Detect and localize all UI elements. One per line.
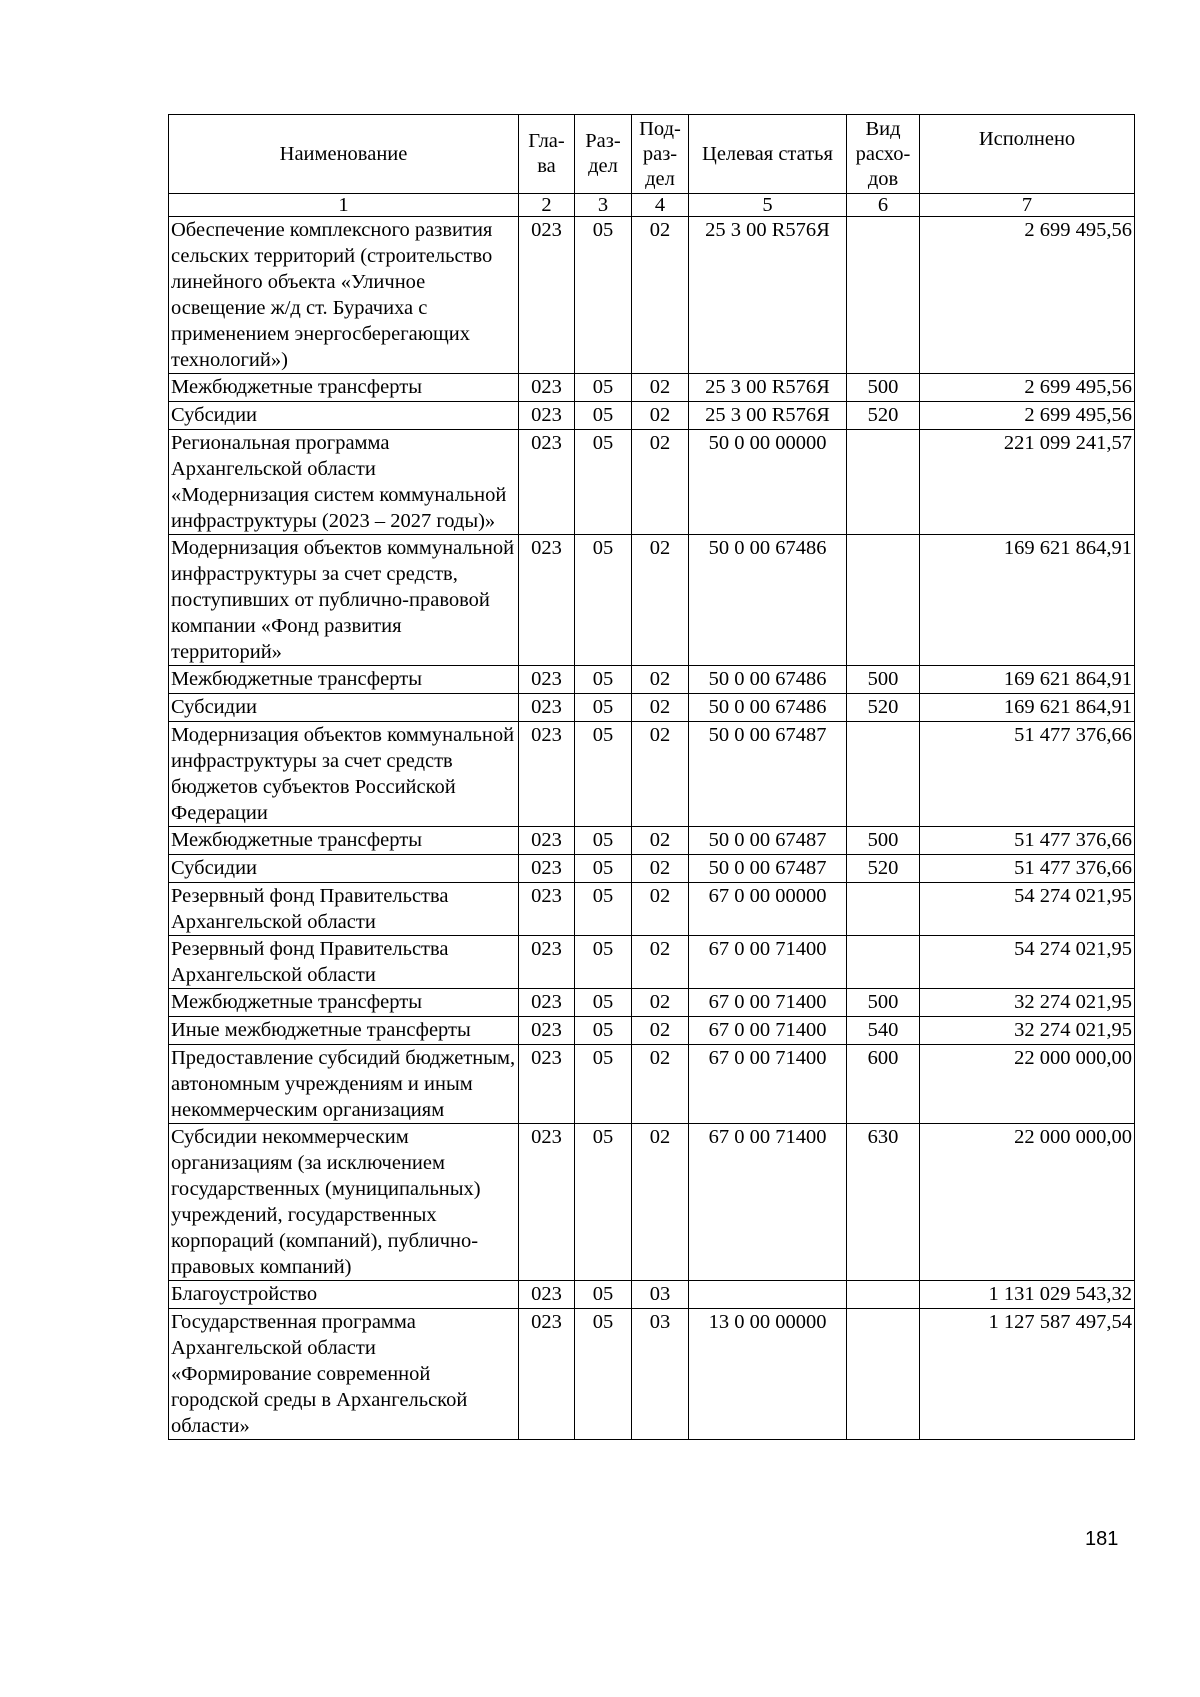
row-razdel: 05 <box>575 374 632 402</box>
row-amount: 32 274 021,95 <box>920 989 1135 1017</box>
row-celevaya: 50 0 00 67486 <box>689 535 847 666</box>
table-row <box>169 883 1135 936</box>
row-razdel: 05 <box>575 694 632 722</box>
row-amount: 169 621 864,91 <box>920 694 1135 722</box>
row-podrazdel: 02 <box>632 989 689 1017</box>
row-name: Межбюджетные трансферты <box>169 374 519 402</box>
row-celevaya: 67 0 00 71400 <box>689 1045 847 1124</box>
row-amount: 54 274 021,95 <box>920 936 1135 989</box>
row-podrazdel: 02 <box>632 827 689 855</box>
row-podrazdel: 02 <box>632 535 689 666</box>
row-celevaya: 25 3 00 R576Я <box>689 217 847 374</box>
row-amount: 2 699 495,56 <box>920 402 1135 430</box>
row-amount: 22 000 000,00 <box>920 1124 1135 1281</box>
row-podrazdel: 02 <box>632 666 689 694</box>
budget-table <box>168 114 1135 1440</box>
row-celevaya: 25 3 00 R576Я <box>689 374 847 402</box>
row-razdel: 05 <box>575 402 632 430</box>
row-name: Предоставление субсидий бюджетным, автономным учреждениям и иным некоммерческим организациям <box>169 1045 519 1124</box>
column-number: 3 <box>575 194 632 217</box>
row-amount: 1 131 029 543,32 <box>920 1281 1135 1309</box>
row-celevaya: 13 0 00 00000 <box>689 1309 847 1440</box>
row-glava: 023 <box>519 430 575 535</box>
row-name: Межбюджетные трансферты <box>169 666 519 694</box>
row-vid: 500 <box>847 666 920 694</box>
row-razdel: 05 <box>575 989 632 1017</box>
row-name: Модернизация объектов коммунальной инфраструктуры за счет средств, поступивших от публично-правовой компании «Фонд развития территорий» <box>169 535 519 666</box>
table-row <box>169 402 1135 430</box>
row-vid: 630 <box>847 1124 920 1281</box>
row-vid <box>847 1281 920 1309</box>
header-celevaya: Целевая статья <box>689 115 847 194</box>
row-celevaya: 67 0 00 71400 <box>689 936 847 989</box>
header-row <box>169 115 1135 194</box>
row-celevaya: 50 0 00 67487 <box>689 827 847 855</box>
row-razdel: 05 <box>575 1281 632 1309</box>
row-vid: 540 <box>847 1017 920 1045</box>
row-celevaya: 67 0 00 71400 <box>689 1017 847 1045</box>
row-podrazdel: 03 <box>632 1281 689 1309</box>
column-number: 7 <box>920 194 1135 217</box>
row-name: Межбюджетные трансферты <box>169 827 519 855</box>
row-glava: 023 <box>519 1309 575 1440</box>
row-vid: 500 <box>847 827 920 855</box>
row-name: Субсидии <box>169 694 519 722</box>
row-podrazdel: 02 <box>632 1124 689 1281</box>
row-razdel: 05 <box>575 535 632 666</box>
row-name: Государственная программа Архангельской области «Формирование современной городской среды в Архангельской области» <box>169 1309 519 1440</box>
row-podrazdel: 02 <box>632 430 689 535</box>
row-celevaya: 67 0 00 71400 <box>689 989 847 1017</box>
row-glava: 023 <box>519 883 575 936</box>
row-amount: 22 000 000,00 <box>920 1045 1135 1124</box>
row-razdel: 05 <box>575 827 632 855</box>
row-razdel: 05 <box>575 722 632 827</box>
row-celevaya: 50 0 00 67486 <box>689 666 847 694</box>
table-row <box>169 1281 1135 1309</box>
row-amount: 2 699 495,56 <box>920 217 1135 374</box>
page-number: 181 <box>1085 1528 1119 1550</box>
column-number: 4 <box>632 194 689 217</box>
row-vid <box>847 535 920 666</box>
row-vid: 520 <box>847 694 920 722</box>
row-name: Благоустройство <box>169 1281 519 1309</box>
row-vid: 520 <box>847 855 920 883</box>
table-row <box>169 722 1135 827</box>
row-name: Модернизация объектов коммунальной инфраструктуры за счет средств бюджетов субъектов Российской Федерации <box>169 722 519 827</box>
row-glava: 023 <box>519 1017 575 1045</box>
row-name: Субсидии <box>169 855 519 883</box>
row-amount: 169 621 864,91 <box>920 535 1135 666</box>
table-row <box>169 694 1135 722</box>
row-razdel: 05 <box>575 430 632 535</box>
row-glava: 023 <box>519 722 575 827</box>
table-row <box>169 374 1135 402</box>
row-celevaya: 67 0 00 00000 <box>689 883 847 936</box>
table-row <box>169 430 1135 535</box>
row-podrazdel: 03 <box>632 1309 689 1440</box>
row-glava: 023 <box>519 217 575 374</box>
column-number: 5 <box>689 194 847 217</box>
row-vid <box>847 430 920 535</box>
row-vid <box>847 217 920 374</box>
row-celevaya: 50 0 00 67486 <box>689 694 847 722</box>
table-row <box>169 1124 1135 1281</box>
header-glava: Гла- ва <box>519 115 575 194</box>
row-podrazdel: 02 <box>632 1017 689 1045</box>
table-row <box>169 989 1135 1017</box>
row-glava: 023 <box>519 666 575 694</box>
row-razdel: 05 <box>575 936 632 989</box>
row-name: Резервный фонд Правительства Архангельской области <box>169 936 519 989</box>
row-razdel: 05 <box>575 883 632 936</box>
row-vid: 600 <box>847 1045 920 1124</box>
header-name: Наименование <box>169 115 519 194</box>
row-podrazdel: 02 <box>632 694 689 722</box>
row-vid: 500 <box>847 989 920 1017</box>
row-podrazdel: 02 <box>632 936 689 989</box>
row-razdel: 05 <box>575 855 632 883</box>
row-razdel: 05 <box>575 217 632 374</box>
row-name: Резервный фонд Правительства Архангельской области <box>169 883 519 936</box>
row-podrazdel: 02 <box>632 722 689 827</box>
header-razdel: Раз- дел <box>575 115 632 194</box>
table-row <box>169 535 1135 666</box>
row-razdel: 05 <box>575 1017 632 1045</box>
row-celevaya: 25 3 00 R576Я <box>689 402 847 430</box>
table-row <box>169 827 1135 855</box>
column-number: 2 <box>519 194 575 217</box>
table-body <box>169 217 1135 1440</box>
header-vid: Вид расхо- дов <box>847 115 920 194</box>
table-row <box>169 666 1135 694</box>
row-glava: 023 <box>519 374 575 402</box>
row-podrazdel: 02 <box>632 855 689 883</box>
row-name: Иные межбюджетные трансферты <box>169 1017 519 1045</box>
row-celevaya: 50 0 00 67487 <box>689 722 847 827</box>
table-row <box>169 936 1135 989</box>
row-glava: 023 <box>519 402 575 430</box>
row-celevaya: 50 0 00 00000 <box>689 430 847 535</box>
row-amount: 54 274 021,95 <box>920 883 1135 936</box>
row-amount: 1 127 587 497,54 <box>920 1309 1135 1440</box>
column-number: 6 <box>847 194 920 217</box>
row-glava: 023 <box>519 694 575 722</box>
row-name: Межбюджетные трансферты <box>169 989 519 1017</box>
row-vid: 520 <box>847 402 920 430</box>
row-name: Региональная программа Архангельской области «Модернизация систем коммунальной инфраструктуры (2023 – 2027 годы)» <box>169 430 519 535</box>
table-row <box>169 1017 1135 1045</box>
row-podrazdel: 02 <box>632 402 689 430</box>
row-podrazdel: 02 <box>632 217 689 374</box>
row-glava: 023 <box>519 936 575 989</box>
row-glava: 023 <box>519 1281 575 1309</box>
row-amount: 51 477 376,66 <box>920 722 1135 827</box>
row-amount: 169 621 864,91 <box>920 666 1135 694</box>
row-amount: 221 099 241,57 <box>920 430 1135 535</box>
row-glava: 023 <box>519 1045 575 1124</box>
header-podrazdel: Под- раз- дел <box>632 115 689 194</box>
row-glava: 023 <box>519 855 575 883</box>
row-razdel: 05 <box>575 1045 632 1124</box>
row-razdel: 05 <box>575 1309 632 1440</box>
row-podrazdel: 02 <box>632 374 689 402</box>
row-amount: 51 477 376,66 <box>920 827 1135 855</box>
header-ispolneno: Исполнено <box>920 115 1135 194</box>
row-glava: 023 <box>519 535 575 666</box>
row-glava: 023 <box>519 989 575 1017</box>
row-vid <box>847 883 920 936</box>
row-vid <box>847 936 920 989</box>
row-razdel: 05 <box>575 666 632 694</box>
row-name: Субсидии некоммерческим организациям (за исключением государственных (муниципальных) учреждений, государственных корпораций (компаний), публично-правовых компаний) <box>169 1124 519 1281</box>
row-vid: 500 <box>847 374 920 402</box>
row-razdel: 05 <box>575 1124 632 1281</box>
row-podrazdel: 02 <box>632 883 689 936</box>
row-vid <box>847 722 920 827</box>
table-row <box>169 1045 1135 1124</box>
row-amount: 32 274 021,95 <box>920 1017 1135 1045</box>
column-number: 1 <box>169 194 519 217</box>
table-row <box>169 1309 1135 1440</box>
row-name: Субсидии <box>169 402 519 430</box>
table-row <box>169 217 1135 374</box>
row-podrazdel: 02 <box>632 1045 689 1124</box>
row-celevaya <box>689 1281 847 1309</box>
row-celevaya: 50 0 00 67487 <box>689 855 847 883</box>
table-row <box>169 855 1135 883</box>
row-glava: 023 <box>519 1124 575 1281</box>
row-amount: 2 699 495,56 <box>920 374 1135 402</box>
row-name: Обеспечение комплексного развития сельских территорий (строительство линейного объекта «Уличное освещение ж/д ст. Бурачиха с применением энергосберегающих технологий») <box>169 217 519 374</box>
row-celevaya: 67 0 00 71400 <box>689 1124 847 1281</box>
row-amount: 51 477 376,66 <box>920 855 1135 883</box>
row-glava: 023 <box>519 827 575 855</box>
column-number-row <box>169 194 1135 217</box>
row-vid <box>847 1309 920 1440</box>
